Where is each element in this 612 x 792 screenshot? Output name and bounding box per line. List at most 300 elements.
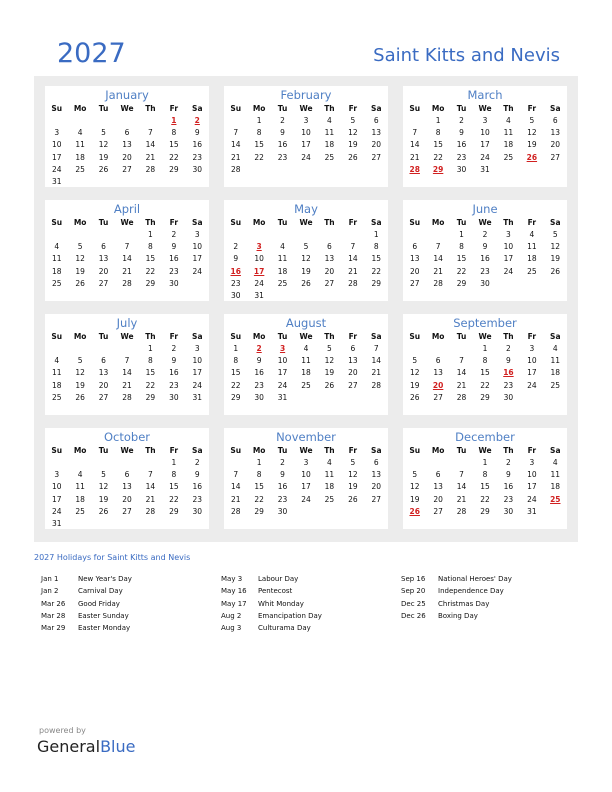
day: 9 bbox=[280, 128, 285, 138]
day: 22 bbox=[145, 380, 156, 390]
holiday-row bbox=[401, 598, 576, 610]
day: 22 bbox=[254, 152, 264, 162]
weekday-header: Tu bbox=[98, 446, 109, 455]
holiday-day: 2 bbox=[194, 116, 200, 125]
holiday-date: May 16 bbox=[221, 587, 247, 596]
day: 1 bbox=[233, 344, 239, 353]
day: 10 bbox=[51, 482, 62, 492]
day: 6 bbox=[373, 116, 379, 125]
weekday-header: Th bbox=[324, 332, 335, 341]
day: 20 bbox=[550, 140, 561, 150]
day: 29 bbox=[145, 392, 156, 402]
day: 16 bbox=[192, 482, 203, 492]
day: 31 bbox=[51, 518, 62, 528]
day: 1 bbox=[482, 458, 488, 467]
month-name: September bbox=[453, 316, 517, 330]
weekday-header: Th bbox=[324, 104, 335, 113]
day: 30 bbox=[254, 392, 264, 402]
day: 3 bbox=[303, 116, 309, 125]
day: 23 bbox=[503, 494, 514, 504]
weekday-header: Sa bbox=[371, 218, 382, 227]
day: 17 bbox=[277, 368, 288, 378]
day: 10 bbox=[192, 242, 203, 252]
day: 29 bbox=[456, 278, 467, 288]
day: 14 bbox=[409, 140, 420, 150]
month-name: October bbox=[103, 430, 151, 444]
day: 23 bbox=[192, 494, 203, 504]
holiday-column bbox=[401, 573, 576, 622]
day: 11 bbox=[324, 128, 335, 138]
day: 30 bbox=[169, 278, 179, 288]
weekday-header: Su bbox=[230, 332, 242, 341]
day: 7 bbox=[459, 356, 464, 366]
day-grid bbox=[403, 445, 567, 518]
day: 7 bbox=[124, 356, 130, 366]
day: 13 bbox=[348, 356, 358, 366]
day: 4 bbox=[54, 242, 60, 252]
brand-blue: Blue bbox=[100, 737, 136, 756]
day: 21 bbox=[456, 380, 467, 390]
month-june bbox=[403, 200, 567, 301]
holiday-date: Mar 26 bbox=[41, 599, 66, 608]
day: 3 bbox=[482, 116, 488, 125]
day: 11 bbox=[75, 482, 85, 492]
day: 20 bbox=[433, 494, 443, 504]
day: 12 bbox=[324, 356, 335, 366]
day: 27 bbox=[371, 494, 382, 504]
day-grid bbox=[403, 331, 567, 404]
day: 1 bbox=[256, 458, 262, 467]
day: 26 bbox=[98, 506, 109, 516]
weekday-header: Tu bbox=[456, 446, 467, 455]
weekday-header: Th bbox=[145, 104, 156, 113]
day: 14 bbox=[456, 482, 467, 492]
day: 11 bbox=[324, 470, 335, 480]
day: 3 bbox=[506, 230, 511, 239]
day: 18 bbox=[503, 140, 514, 150]
day: 4 bbox=[552, 344, 558, 353]
empty-day bbox=[403, 229, 426, 241]
day: 28 bbox=[122, 392, 132, 402]
weekday-header: Su bbox=[51, 218, 63, 227]
holiday-name: Easter Monday bbox=[78, 624, 131, 633]
day: 7 bbox=[435, 242, 441, 252]
day: 30 bbox=[456, 164, 467, 174]
day: 17 bbox=[51, 152, 62, 162]
month-february bbox=[224, 86, 388, 187]
day: 2 bbox=[280, 458, 285, 467]
day: 11 bbox=[51, 368, 62, 378]
day: 31 bbox=[527, 506, 537, 516]
holiday-name: Easter Sunday bbox=[78, 611, 129, 620]
holiday-date: May 3 bbox=[221, 575, 243, 583]
day: 19 bbox=[75, 266, 85, 276]
empty-day bbox=[403, 343, 426, 355]
empty-day bbox=[92, 115, 115, 127]
day: 27 bbox=[371, 152, 382, 162]
day: 13 bbox=[550, 128, 561, 138]
holiday-date: Aug 3 bbox=[221, 624, 242, 633]
day: 5 bbox=[350, 116, 356, 125]
empty-day bbox=[403, 457, 426, 469]
day: 15 bbox=[169, 482, 179, 492]
day: 21 bbox=[371, 368, 382, 378]
day: 26 bbox=[550, 266, 561, 276]
day: 19 bbox=[301, 266, 311, 276]
weekday-header: Fr bbox=[348, 332, 358, 341]
day: 15 bbox=[371, 254, 382, 264]
day: 2 bbox=[459, 116, 464, 125]
day: 17 bbox=[527, 368, 537, 378]
empty-day bbox=[426, 229, 449, 241]
day: 19 bbox=[98, 152, 109, 162]
day: 20 bbox=[122, 152, 132, 162]
day: 4 bbox=[280, 242, 285, 252]
weekday-header: Sa bbox=[550, 446, 561, 455]
day: 13 bbox=[122, 140, 132, 150]
day: 31 bbox=[192, 392, 203, 402]
day: 28 bbox=[230, 164, 241, 174]
empty-day bbox=[318, 229, 341, 241]
empty-day bbox=[247, 229, 270, 241]
weekday-header: Fr bbox=[169, 446, 179, 455]
month-september bbox=[403, 314, 567, 415]
weekday-header: Mo bbox=[73, 446, 87, 455]
empty-day bbox=[426, 457, 449, 469]
weekday-header: Tu bbox=[277, 104, 288, 113]
empty-day bbox=[68, 343, 91, 355]
empty-day bbox=[92, 457, 115, 469]
holiday-day: 26 bbox=[526, 152, 538, 162]
day: 9 bbox=[194, 128, 200, 138]
weekday-header: We bbox=[478, 218, 492, 227]
weekday-header: Sa bbox=[371, 446, 382, 455]
day: 25 bbox=[503, 152, 514, 162]
day: 19 bbox=[98, 494, 109, 504]
day: 16 bbox=[169, 254, 179, 264]
day: 31 bbox=[254, 290, 264, 300]
day: 28 bbox=[433, 278, 443, 288]
day: 4 bbox=[77, 470, 83, 480]
day: 17 bbox=[301, 140, 311, 150]
holiday-row bbox=[221, 585, 396, 597]
day: 9 bbox=[171, 356, 177, 366]
day: 13 bbox=[122, 482, 132, 492]
day: 12 bbox=[409, 368, 420, 378]
day: 16 bbox=[480, 254, 490, 264]
day: 28 bbox=[348, 278, 358, 288]
day: 19 bbox=[527, 140, 537, 150]
day: 22 bbox=[230, 380, 241, 390]
weekday-header: Fr bbox=[169, 332, 179, 341]
day: 24 bbox=[301, 494, 311, 504]
day: 5 bbox=[77, 356, 83, 366]
weekday-header: Fr bbox=[169, 104, 179, 113]
weekday-header: Mo bbox=[252, 446, 266, 455]
holiday-column bbox=[221, 573, 396, 634]
holiday-date: Jan 1 bbox=[41, 575, 59, 583]
day: 16 bbox=[456, 140, 467, 150]
weekday-header: We bbox=[120, 446, 134, 455]
day: 22 bbox=[169, 152, 179, 162]
day: 29 bbox=[169, 506, 179, 516]
month-name: August bbox=[285, 316, 327, 330]
day: 4 bbox=[552, 458, 558, 467]
day: 1 bbox=[148, 230, 153, 239]
weekday-header: Mo bbox=[252, 218, 266, 227]
day: 4 bbox=[303, 344, 309, 353]
day: 4 bbox=[529, 230, 535, 239]
month-name: November bbox=[276, 430, 336, 444]
day: 20 bbox=[348, 368, 358, 378]
day: 13 bbox=[433, 368, 443, 378]
holiday-row bbox=[221, 610, 396, 622]
day: 10 bbox=[480, 128, 490, 138]
month-name: May bbox=[294, 202, 318, 216]
day: 24 bbox=[51, 506, 62, 516]
day-grid bbox=[224, 217, 388, 302]
day: 2 bbox=[506, 344, 511, 353]
holiday-day: 26 bbox=[409, 506, 420, 516]
weekday-header: Mo bbox=[431, 104, 445, 113]
day-grid bbox=[403, 217, 567, 290]
powered-by-text: powered by bbox=[39, 726, 86, 735]
day: 18 bbox=[324, 482, 335, 492]
day: 5 bbox=[412, 470, 418, 480]
day: 24 bbox=[527, 494, 537, 504]
day: 6 bbox=[412, 242, 418, 252]
day: 12 bbox=[527, 128, 537, 138]
weekday-header: We bbox=[120, 332, 134, 341]
day: 7 bbox=[233, 470, 239, 480]
holiday-name: National Heroes' Day bbox=[438, 575, 512, 583]
day: 2 bbox=[194, 458, 200, 467]
empty-day bbox=[224, 115, 247, 127]
day: 21 bbox=[230, 494, 241, 504]
day: 25 bbox=[51, 278, 62, 288]
day: 6 bbox=[350, 344, 356, 353]
day: 19 bbox=[550, 254, 561, 264]
day: 25 bbox=[324, 494, 335, 504]
weekday-header: Fr bbox=[169, 218, 179, 227]
empty-day bbox=[45, 457, 68, 469]
day: 13 bbox=[409, 254, 420, 264]
holiday-row bbox=[221, 573, 396, 585]
empty-day bbox=[68, 115, 91, 127]
holiday-date: Dec 25 bbox=[401, 599, 426, 608]
day: 22 bbox=[480, 494, 490, 504]
day: 21 bbox=[433, 266, 443, 276]
day: 22 bbox=[169, 494, 179, 504]
day: 30 bbox=[480, 278, 490, 288]
day: 10 bbox=[301, 128, 311, 138]
month-march bbox=[403, 86, 567, 187]
day: 11 bbox=[550, 356, 561, 366]
holiday-day: 25 bbox=[550, 494, 561, 504]
day: 23 bbox=[169, 380, 179, 390]
weekday-header: Mo bbox=[73, 332, 87, 341]
weekday-header: Su bbox=[409, 104, 421, 113]
month-april bbox=[45, 200, 209, 301]
holiday-name: Emancipation Day bbox=[258, 611, 322, 620]
day: 18 bbox=[75, 152, 85, 162]
day: 25 bbox=[527, 266, 537, 276]
day: 22 bbox=[254, 494, 264, 504]
weekday-header: Fr bbox=[348, 218, 358, 227]
day: 16 bbox=[503, 482, 514, 492]
weekday-header: We bbox=[478, 332, 492, 341]
day: 21 bbox=[145, 494, 156, 504]
weekday-header: Su bbox=[51, 446, 63, 455]
day: 14 bbox=[433, 254, 443, 264]
day: 4 bbox=[54, 356, 60, 366]
holiday-day: 16 bbox=[230, 266, 241, 276]
day: 25 bbox=[51, 392, 62, 402]
holiday-name: Carnival Day bbox=[78, 587, 123, 596]
day: 31 bbox=[277, 392, 288, 402]
day: 16 bbox=[277, 140, 288, 150]
day: 20 bbox=[371, 482, 382, 492]
day: 29 bbox=[230, 392, 241, 402]
holiday-date: May 17 bbox=[221, 599, 247, 608]
day: 8 bbox=[256, 128, 262, 138]
day: 18 bbox=[51, 380, 62, 390]
day: 7 bbox=[124, 242, 130, 252]
weekday-header: Sa bbox=[550, 218, 561, 227]
weekday-header: Mo bbox=[252, 332, 266, 341]
empty-day bbox=[115, 229, 138, 241]
day: 15 bbox=[480, 482, 490, 492]
day: 16 bbox=[277, 482, 288, 492]
day: 3 bbox=[529, 344, 535, 353]
day: 9 bbox=[459, 128, 464, 138]
month-november bbox=[224, 428, 388, 529]
month-name: February bbox=[280, 88, 332, 102]
day: 21 bbox=[122, 266, 132, 276]
day: 14 bbox=[122, 368, 132, 378]
day: 12 bbox=[348, 470, 358, 480]
day: 27 bbox=[433, 392, 443, 402]
day: 6 bbox=[101, 356, 106, 366]
empty-day bbox=[68, 457, 91, 469]
weekday-header: Su bbox=[51, 332, 63, 341]
holiday-name: Independence Day bbox=[438, 587, 504, 596]
weekday-header: Th bbox=[324, 446, 335, 455]
day: 11 bbox=[51, 254, 62, 264]
day: 31 bbox=[480, 164, 490, 174]
day: 11 bbox=[550, 470, 561, 480]
day: 18 bbox=[527, 254, 537, 264]
day: 4 bbox=[77, 128, 83, 138]
month-july bbox=[45, 314, 209, 415]
day: 5 bbox=[327, 344, 332, 353]
weekday-header: Su bbox=[409, 332, 421, 341]
day: 10 bbox=[254, 254, 264, 264]
weekday-header: We bbox=[299, 332, 313, 341]
empty-day bbox=[294, 229, 317, 241]
empty-day bbox=[271, 229, 294, 241]
day: 10 bbox=[503, 242, 514, 252]
day: 20 bbox=[324, 266, 335, 276]
weekday-header: Su bbox=[230, 446, 242, 455]
month-name: July bbox=[116, 316, 138, 330]
day: 11 bbox=[75, 140, 85, 150]
day: 16 bbox=[169, 368, 179, 378]
brand-logo[interactable] bbox=[37, 737, 135, 756]
day: 3 bbox=[529, 458, 535, 467]
day: 25 bbox=[75, 506, 85, 516]
day: 7 bbox=[350, 242, 356, 252]
day: 10 bbox=[192, 356, 203, 366]
day-grid bbox=[45, 217, 209, 290]
calendar-grid bbox=[45, 86, 567, 530]
weekday-header: Sa bbox=[192, 332, 203, 341]
day: 22 bbox=[433, 152, 443, 162]
holiday-day: 3 bbox=[256, 242, 262, 252]
day: 15 bbox=[145, 368, 156, 378]
day: 26 bbox=[348, 152, 358, 162]
day-grid bbox=[224, 103, 388, 176]
weekday-header: Mo bbox=[431, 446, 445, 455]
day: 7 bbox=[148, 128, 153, 138]
holiday-column bbox=[41, 573, 216, 634]
day: 27 bbox=[98, 278, 109, 288]
month-name: December bbox=[455, 430, 515, 444]
holiday-name: Pentecost bbox=[258, 587, 293, 596]
day: 24 bbox=[277, 380, 288, 390]
day: 3 bbox=[194, 230, 200, 239]
day: 15 bbox=[480, 368, 490, 378]
day: 23 bbox=[503, 380, 514, 390]
day: 26 bbox=[98, 164, 109, 174]
day: 21 bbox=[145, 152, 156, 162]
day: 20 bbox=[98, 266, 109, 276]
day: 26 bbox=[409, 392, 420, 402]
day: 14 bbox=[145, 140, 156, 150]
holiday-day: 1 bbox=[171, 116, 177, 125]
weekday-header: Mo bbox=[431, 332, 445, 341]
weekday-header: Th bbox=[145, 218, 156, 227]
day: 20 bbox=[122, 494, 132, 504]
empty-day bbox=[450, 343, 473, 355]
day: 1 bbox=[171, 458, 177, 467]
day: 23 bbox=[480, 266, 490, 276]
day: 30 bbox=[503, 392, 514, 402]
weekday-header: Mo bbox=[252, 104, 266, 113]
day: 23 bbox=[277, 152, 288, 162]
day: 2 bbox=[280, 116, 285, 125]
day: 2 bbox=[171, 344, 177, 353]
day: 25 bbox=[277, 278, 288, 288]
day: 29 bbox=[480, 506, 490, 516]
day-grid bbox=[45, 331, 209, 404]
day: 18 bbox=[75, 494, 85, 504]
day: 22 bbox=[371, 266, 382, 276]
weekday-header: Fr bbox=[527, 446, 537, 455]
holiday-name: Whit Monday bbox=[258, 599, 304, 608]
day: 9 bbox=[194, 470, 200, 480]
empty-day bbox=[115, 457, 138, 469]
weekday-header: Th bbox=[145, 446, 156, 455]
day: 6 bbox=[435, 356, 441, 366]
day: 7 bbox=[233, 128, 239, 138]
empty-day bbox=[115, 343, 138, 355]
day: 10 bbox=[51, 140, 62, 150]
day: 14 bbox=[348, 254, 358, 264]
empty-day bbox=[45, 229, 68, 241]
day: 13 bbox=[98, 368, 109, 378]
day: 21 bbox=[122, 380, 132, 390]
